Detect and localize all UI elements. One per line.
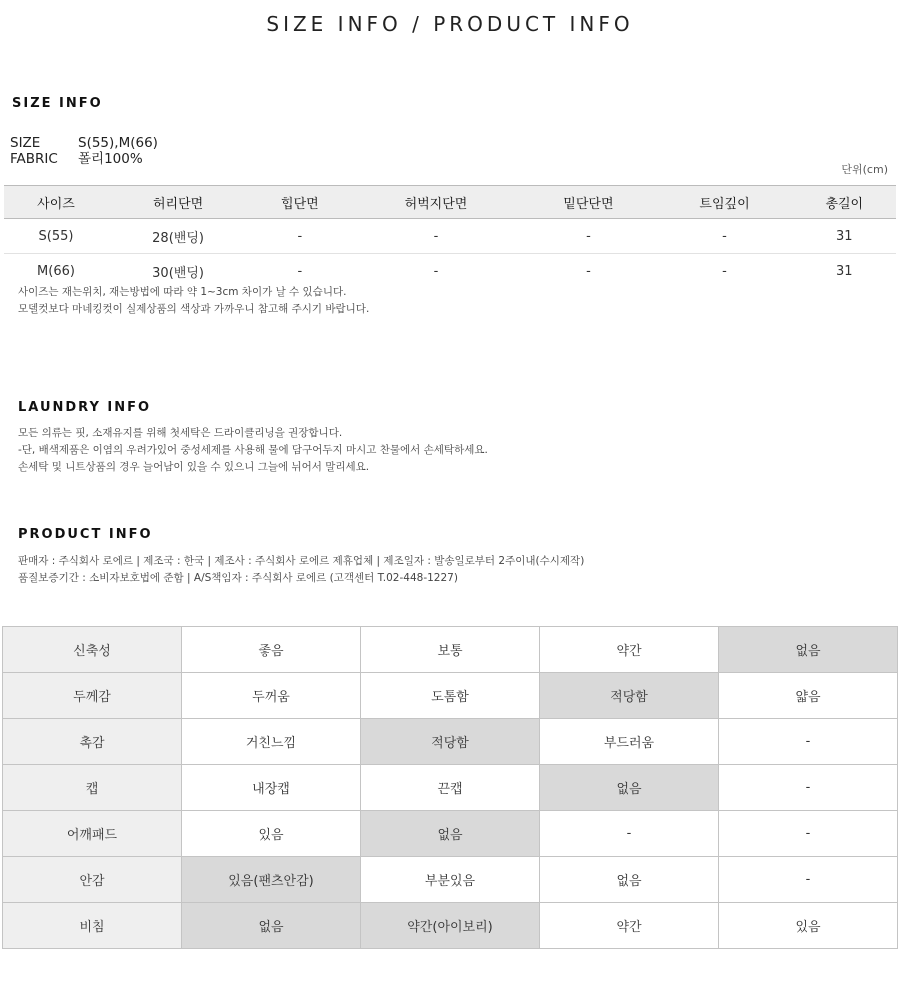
header-cell: 힙단면: [248, 186, 351, 219]
fabric-spec: [10, 151, 143, 167]
attribute-option: -: [719, 811, 898, 857]
attribute-label: 두께감: [3, 673, 182, 719]
attribute-option: 끈캡: [361, 765, 540, 811]
attribute-row: [3, 811, 898, 857]
table-cell: -: [433, 263, 439, 279]
fabric-value: 폴리100%: [78, 151, 143, 167]
attribute-option: 내장캡: [182, 765, 361, 811]
attribute-option: -: [540, 811, 719, 857]
product-info-title: PRODUCT INFO: [18, 527, 153, 542]
table-cell: -: [656, 219, 792, 254]
attribute-option: 있음(팬츠안감): [182, 857, 361, 903]
table-cell: -: [352, 219, 521, 254]
laundry-notes: [18, 425, 488, 476]
laundry-line: 모든 의류는 핏, 소재유지를 위해 첫세탁은 드라이클리닝을 권장합니다.: [18, 427, 343, 439]
attribute-option: 적당함: [540, 673, 719, 719]
table-row: [4, 254, 896, 289]
attribute-option: -: [719, 857, 898, 903]
attribute-option: 도톰함: [361, 673, 540, 719]
attribute-option: -: [719, 719, 898, 765]
size-label: SIZE: [10, 135, 41, 151]
attribute-option: 있음: [182, 811, 361, 857]
laundry-line: -단, 배색제품은 이염의 우려가있어 중성세제를 사용해 물에 담구어두지 마시고 찬물에서 손세탁하세요.: [18, 444, 488, 456]
attribute-option: 없음: [540, 765, 719, 811]
table-cell: -: [520, 219, 656, 254]
note-line: 모델컷보다 마네킹컷이 실제상품의 색상과 가까우니 참고해 주시기 바랍니다.: [18, 303, 370, 315]
attribute-option: 약간: [540, 627, 719, 673]
table-cell: -: [722, 263, 727, 279]
page-title: SIZE INFO / PRODUCT INFO: [266, 12, 634, 36]
attribute-label: 어깨패드: [3, 811, 182, 857]
attribute-option: 거친느낌: [182, 719, 361, 765]
attribute-row: [3, 903, 898, 949]
size-spec: [10, 135, 158, 151]
size-info-title: SIZE INFO: [12, 96, 103, 111]
table-row: [4, 219, 896, 254]
attribute-label: 신축성: [3, 627, 182, 673]
header-cell: 밑단단면: [520, 186, 656, 219]
table-cell: 28(밴딩): [108, 219, 248, 254]
attribute-option: 없음: [182, 903, 361, 949]
size-notes: [18, 284, 369, 318]
attribute-option: 부분있음: [361, 857, 540, 903]
table-cell: -: [297, 263, 303, 279]
note-line: 사이즈는 재는위치, 재는방법에 따라 약 1~3cm 차이가 날 수 있습니다.: [18, 286, 347, 298]
attribute-option: 얇음: [719, 673, 898, 719]
product-notes: [18, 553, 584, 587]
size-value: S(55),M(66): [78, 135, 158, 151]
attribute-label: 촉감: [3, 719, 182, 765]
product-line: 품질보증기간 : 소비자보호법에 준함 | A/S책임자 : 주식회사 로에르 (고객센터 T.02-448-1227): [18, 572, 458, 584]
attribute-option: 약간: [540, 903, 719, 949]
attribute-option: 보통: [361, 627, 540, 673]
unit-label: 단위(cm): [841, 163, 888, 176]
attribute-option: 적당함: [361, 719, 540, 765]
laundry-info-title: LAUNDRY INFO: [18, 400, 152, 415]
attribute-label: 안감: [3, 857, 182, 903]
table-cell: -: [248, 219, 351, 254]
attribute-option: 좋음: [182, 627, 361, 673]
size-table-header: [4, 186, 896, 219]
table-cell: M(66): [37, 263, 75, 279]
product-line: 판매자 : 주식회사 로에르 | 제조국 : 한국 | 제조사 : 주식회사 로에르 제휴업체 | 제조일자 : 발송일로부터 2주이내(수시제작): [18, 555, 585, 567]
header-cell: 트임깊이: [656, 186, 792, 219]
table-cell: S(55): [4, 219, 108, 254]
table-cell: 30(밴딩): [152, 265, 204, 281]
attribute-option: 부드러움: [540, 719, 719, 765]
attribute-option: 두꺼움: [182, 673, 361, 719]
attribute-row: [3, 627, 898, 673]
header-cell: 총길이: [793, 186, 896, 219]
attribute-row: [3, 765, 898, 811]
attribute-row: [3, 673, 898, 719]
attribute-option: 없음: [540, 857, 719, 903]
attribute-option: 있음: [719, 903, 898, 949]
attribute-option: -: [719, 765, 898, 811]
header-cell: 허벅지단면: [352, 186, 521, 219]
attribute-row: [3, 719, 898, 765]
fabric-label: FABRIC: [10, 151, 58, 167]
table-cell: -: [586, 263, 591, 279]
header-cell: 허리단면: [108, 186, 248, 219]
attribute-row: [3, 857, 898, 903]
table-cell: 31: [836, 263, 853, 279]
size-table: [4, 185, 896, 288]
attribute-grid: [2, 626, 898, 949]
attribute-option: 없음: [361, 811, 540, 857]
attribute-label: 비침: [3, 903, 182, 949]
table-cell: 31: [793, 219, 896, 254]
header-cell: 사이즈: [4, 186, 108, 219]
attribute-option: 약간(아이보리): [361, 903, 540, 949]
attribute-label: 캡: [3, 765, 182, 811]
attribute-option: 없음: [719, 627, 898, 673]
laundry-line: 손세탁 및 니트상품의 경우 늘어남이 있을 수 있으니 그늘에 뉘어서 말리세요.: [18, 461, 370, 473]
